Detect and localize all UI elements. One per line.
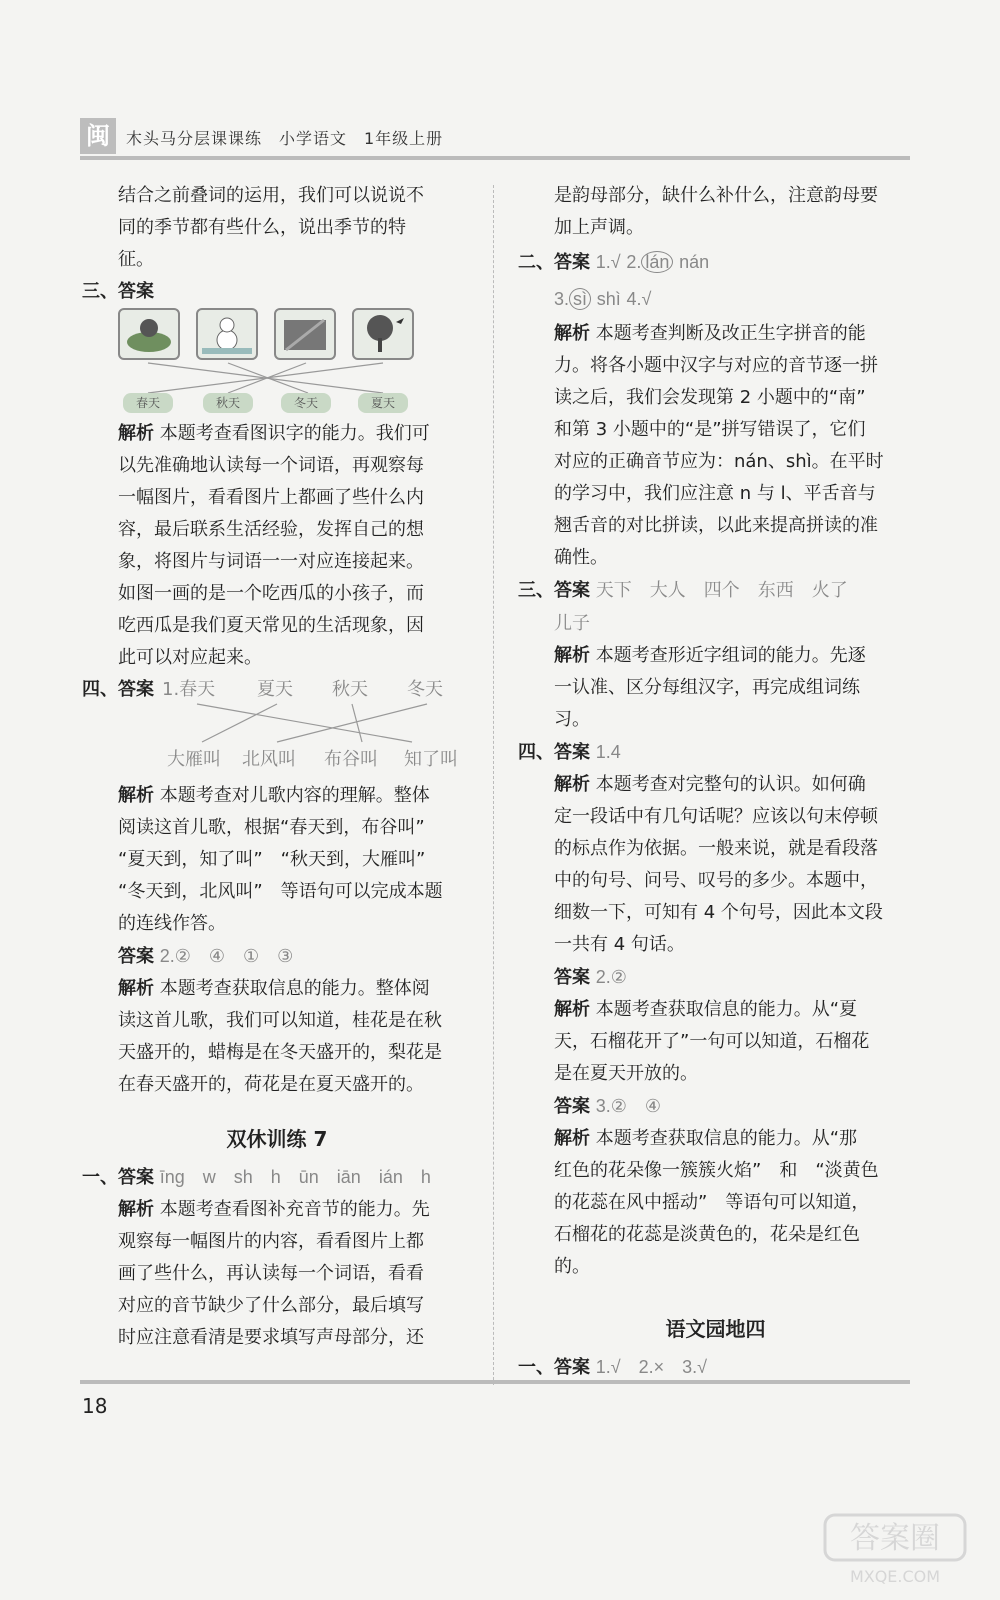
picture-matching <box>118 308 418 418</box>
header-rule <box>80 156 910 160</box>
label-spring: 春天 <box>123 393 173 413</box>
svg-text:MXQE.COM: MXQE.COM <box>849 1567 941 1586</box>
section-4b-answer-right: 答案 2.② <box>554 967 627 988</box>
circled-pinyin-lan: lán <box>641 251 673 273</box>
label-autumn: 秋天 <box>203 393 253 413</box>
book-title: 木头马分层课课练 小学语文 1年级上册 <box>126 129 444 148</box>
section-4b-analysis-right: 解析 本题考查获取信息的能力。从“夏 天，石榴花开了”一句可以知道，石榴花 是在夏天开放的。 <box>554 999 870 1084</box>
section-4b-answer: 答案 2.② ④ ① ③ <box>118 946 294 967</box>
label-winter: 冬天 <box>281 393 331 413</box>
section-3-analysis: 解析 本题考查看图识字的能力。我们可 以先准确地认读每一个词语，再观察每 一幅图片，看看图片上都画了些什么内 容，最后联系生活经验，发挥自己的想 象，将图片与词语一一对应连接起来。 如图一画的是一个吃西瓜的小孩子，而 吃西瓜是我们夏天常见的生活现象，因 此可以对应起来。 <box>118 423 430 668</box>
page-header <box>80 118 910 158</box>
section-4c-analysis-right: 解析 本题考查获取信息的能力。从“那 红色的花朵像一簇簇火焰” 和 “淡黄色 的花蕊在风中摇动” 等语句可以知道， 石榴花的花蕊是淡黄色的，花朵是红色 的。 <box>554 1128 879 1277</box>
left-column <box>82 180 472 1354</box>
publisher-logo: 闽 <box>80 118 116 154</box>
section-3-answer: 三、答案 <box>82 281 154 302</box>
section-4-analysis-right: 解析 本题考查对完整句的认识。如何确 定一段话中有几句话呢？应该以句末停顿 的标点作为依据。一般来说，就是看段落 中的句号、问号、叹号的多少。本题中， 细数一下，可知有 4 个句号，因此本文段 一共有 4 句话。 <box>554 774 883 955</box>
training-7-analysis: 解析 本题考查看图补充音节的能力。先 观察每一幅图片的内容，看看图片上都 画了些什么，再认读每一个词语，看看 对应的音节缺少了什么部分，最后填写 时应注意看清是要求填写声母部分，还 <box>118 1199 430 1348</box>
section-4-analysis: 解析 本题考查对儿歌内容的理解。整体 阅读这首儿歌，根据“春天到，布谷叫” “夏天到，知了叫” “秋天到，大雁叫” “冬天到，北风叫” 等语句可以完成本题 的连线作答。 <box>118 785 443 934</box>
label-summer: 夏天 <box>358 393 408 413</box>
section-title-training-7: 双休训练 7 <box>226 1127 328 1151</box>
continued-paragraph: 是韵母部分，缺什么补什么，注意韵母要 加上声调。 <box>554 185 878 238</box>
section-2-answer: 二、答案 1.√ 2. lán nán <box>518 252 710 273</box>
training-7-answer: 一、答案 īng w sh h ūn iān ián h <box>82 1167 431 1188</box>
intro-paragraph: 结合之前叠词的运用，我们可以说说不 同的季节都有些什么，说出季节的特 征。 <box>118 185 424 270</box>
section-3-analysis-right: 解析 本题考查形近字组词的能力。先逐 一认准、区分每组汉字，再完成组词练 习。 <box>554 645 866 730</box>
right-column <box>518 180 913 1384</box>
circled-pinyin-si: sì <box>569 288 591 310</box>
section-3-answer-right: 三、答案 天下 大人 四个 东西 火了 <box>518 580 848 601</box>
section-2-analysis: 解析 本题考查判断及改正生字拼音的能 力。将各小题中汉字与对应的音节逐一拼 读之后，我们会发现第 2 小题中的“南” 和第 3 小题中的“是”拼写错误了，它们 对应的正确音节应为：nán、shì。在平时 的学习中，我们应注意 n 与 l、平舌音与 翘舌音的对比拼读，以此来提高拼读的准 确性。 <box>554 323 884 568</box>
section-2-answer-line-2: 3. sì shì 4.√ <box>554 289 652 309</box>
watermark-logo <box>820 1510 970 1590</box>
section-4c-answer-right: 答案 3.② ④ <box>554 1096 662 1117</box>
section-4b-analysis: 解析 本题考查获取信息的能力。整体阅 读这首儿歌，我们可以知道，桂花是在秋 天盛开的，蜡梅是在冬天盛开的，梨花是 在春天盛开的，荷花是在夏天盛开的。 <box>118 978 442 1095</box>
section-4-answer-right: 四、答案 1.4 <box>518 742 621 763</box>
garden-4-answer: 一、答案 1.√ 2.× 3.√ <box>518 1357 708 1378</box>
footer-rule <box>80 1380 910 1384</box>
page-number: 18 <box>82 1394 108 1418</box>
section-title-chinese-garden-4: 语文园地四 <box>665 1317 766 1341</box>
svg-text:答案圈: 答案圈 <box>850 1521 940 1556</box>
season-sound-matching: 1.春天 夏天 秋天 冬天 大雁叫 北风叫 布谷叫 知了叫 <box>162 674 462 770</box>
section-4-answer: 四、答案 <box>82 679 154 700</box>
section-3-answer-line-2: 儿子 <box>554 613 590 633</box>
column-divider <box>493 185 494 1385</box>
